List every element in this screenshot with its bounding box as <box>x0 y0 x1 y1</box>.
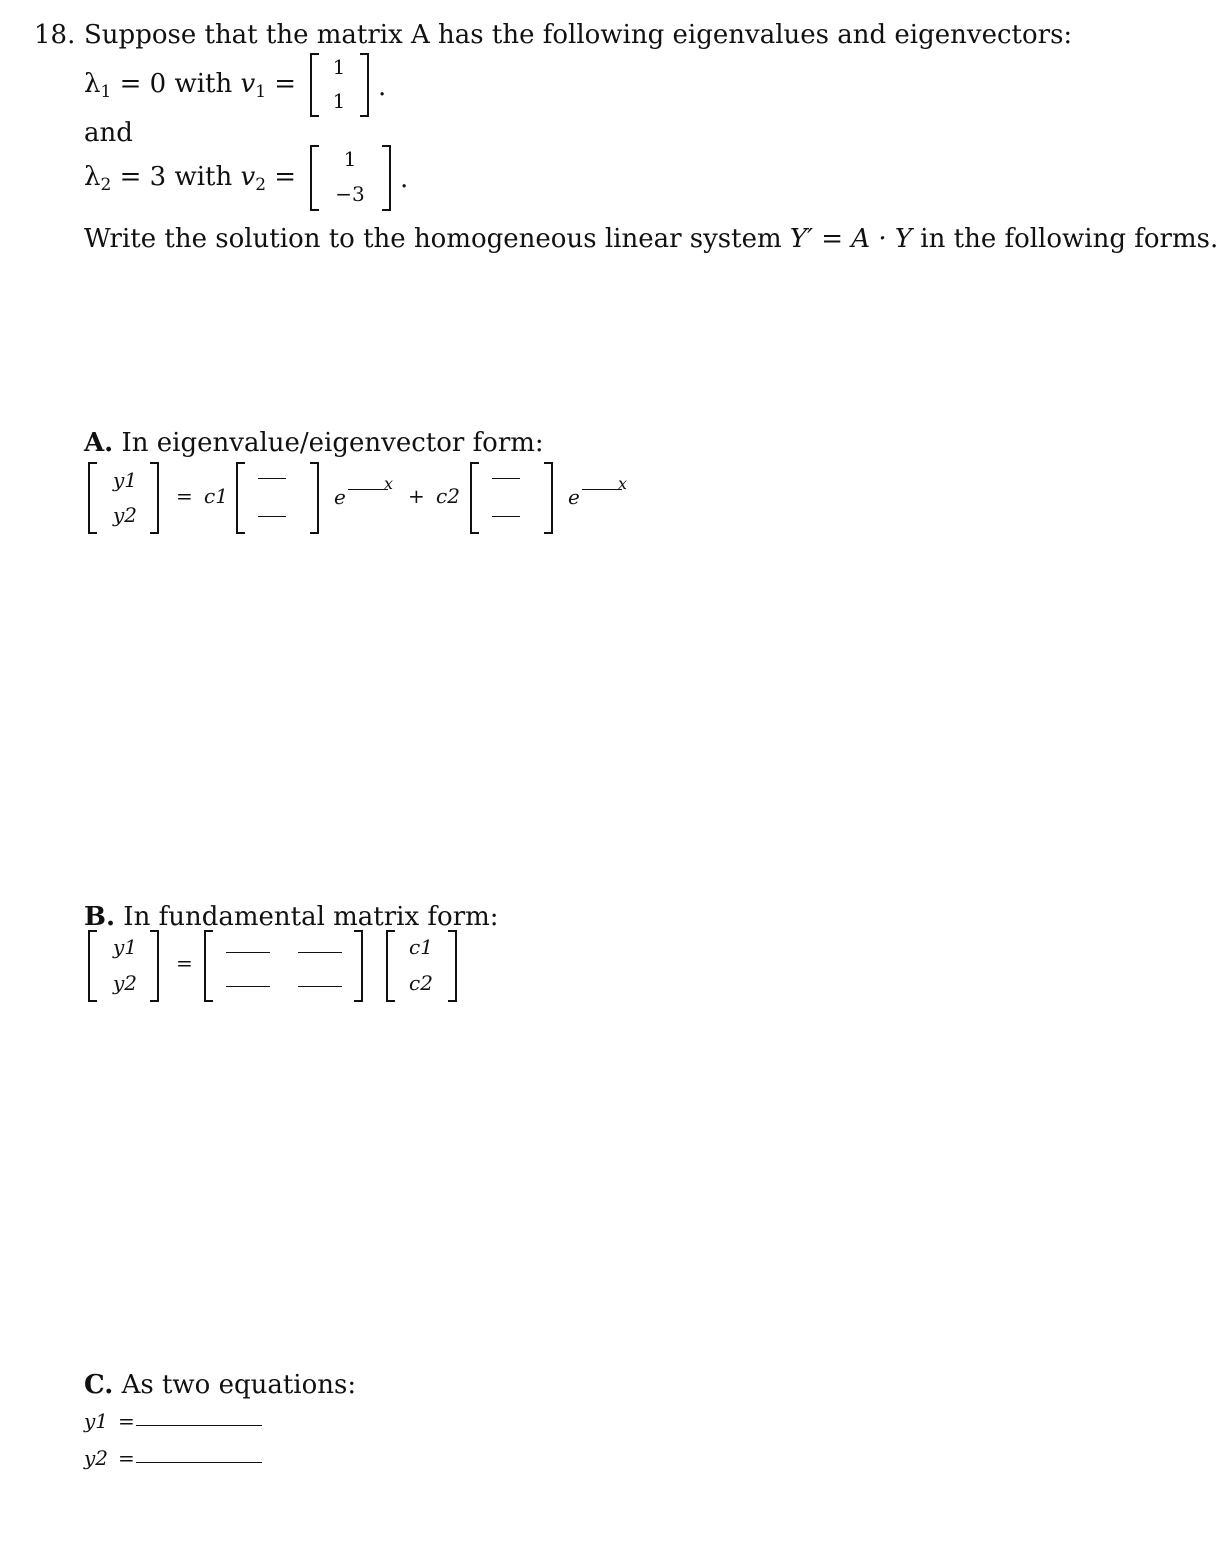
part-a-title: In eigenvalue/eigenvector form: <box>121 428 544 458</box>
with-word: with <box>174 162 233 192</box>
lambda-1-value: 0 <box>149 69 167 99</box>
lambda-1-index: 1 <box>100 82 112 102</box>
instruction-equation: Y′ = A · Y <box>789 224 913 254</box>
part-b-label: B. <box>84 902 116 932</box>
v1-entry-2: 1 <box>332 89 346 113</box>
v1-symbol: v <box>240 69 256 99</box>
v2-symbol: v <box>240 162 256 192</box>
a-exp1-var: x <box>384 474 394 493</box>
with-word: with <box>174 69 233 99</box>
a-equals: = <box>176 484 193 508</box>
a-vec1-blank-2[interactable] <box>258 516 286 517</box>
part-c-title: As two equations: <box>121 1370 357 1400</box>
b-matrix-blank-11[interactable] <box>226 952 270 953</box>
b-y1: y1 <box>112 935 138 959</box>
part-c-heading <box>84 1370 356 1400</box>
a-vec2-blank-2[interactable] <box>492 516 520 517</box>
a-vec1-left-bracket <box>236 462 245 534</box>
part-b-heading <box>84 902 499 932</box>
period: . <box>378 72 387 102</box>
v1-left-bracket <box>310 53 319 117</box>
part-b-title: In fundamental matrix form: <box>123 902 499 932</box>
a-vec1-blank-1[interactable] <box>258 478 286 479</box>
a-vec1-right-bracket <box>310 462 319 534</box>
lambda-1-symbol: λ <box>84 69 101 99</box>
v2-index: 2 <box>255 175 267 195</box>
instruction-pre: Write the solution to the homogeneous linear system <box>84 224 782 254</box>
instruction <box>84 224 1218 254</box>
instruction-post: in the following forms. <box>920 224 1219 254</box>
b-y-left-bracket <box>88 930 97 1002</box>
and-connector: and <box>84 118 133 148</box>
problem-intro: Suppose that the matrix A has the following eigenvalues and eigenvectors: <box>84 20 1073 50</box>
c-eq2-equals: = <box>118 1446 135 1470</box>
a-exp2-base: e <box>568 485 580 509</box>
a-vec2-right-bracket <box>544 462 553 534</box>
part-a-label: A. <box>84 428 114 458</box>
a-exp2-var: x <box>618 474 628 493</box>
lambda-2-symbol: λ <box>84 162 101 192</box>
a-plus: + <box>408 484 425 508</box>
eigenpair-2: $\lambda_2 = 3$ with $v_2$ = <box>84 162 297 195</box>
b-c-right-bracket <box>448 930 457 1002</box>
v2-entry-1: 1 <box>343 147 357 171</box>
eigenpair-1: $\lambda_1 = 0$ with $v_1$ = <box>84 69 297 102</box>
b-matrix-blank-21[interactable] <box>226 986 270 987</box>
a-y-left-bracket <box>88 462 97 534</box>
v2-right-bracket <box>382 145 391 211</box>
b-matrix-right-bracket <box>354 930 363 1002</box>
problem-number: 18. <box>34 20 76 50</box>
v1-entry-1: 1 <box>332 55 346 79</box>
b-c2: c2 <box>409 971 433 995</box>
a-y1: y1 <box>112 468 138 492</box>
a-y-right-bracket <box>150 462 159 534</box>
v1-right-bracket <box>360 53 369 117</box>
a-vec2-blank-1[interactable] <box>492 478 520 479</box>
v2-entry-2: −3 <box>335 182 365 206</box>
v1-index: 1 <box>255 82 267 102</box>
lambda-2-index: 2 <box>100 175 112 195</box>
c-eq2-answer-blank[interactable] <box>136 1462 262 1463</box>
a-exp1-base: e <box>334 485 346 509</box>
c-eq1-answer-blank[interactable] <box>136 1425 262 1426</box>
c-eq1-lhs: y1 <box>84 1409 109 1433</box>
c-eq2-lhs: y2 <box>84 1446 109 1470</box>
a-c1: c1 <box>204 484 228 508</box>
a-c2: c2 <box>436 484 460 508</box>
a-exp1-blank[interactable] <box>348 489 388 490</box>
b-y2: y2 <box>112 971 138 995</box>
period: . <box>400 164 409 194</box>
a-vec2-left-bracket <box>470 462 479 534</box>
b-c1: c1 <box>409 935 433 959</box>
a-exp2-blank[interactable] <box>582 489 622 490</box>
b-matrix-blank-22[interactable] <box>298 986 342 987</box>
b-equals: = <box>176 951 193 975</box>
v2-left-bracket <box>310 145 319 211</box>
b-c-left-bracket <box>386 930 395 1002</box>
c-eq1-equals: = <box>118 1409 135 1433</box>
lambda-2-value: 3 <box>149 162 167 192</box>
b-matrix-left-bracket <box>204 930 213 1002</box>
b-y-right-bracket <box>150 930 159 1002</box>
part-c-label: C. <box>84 1370 114 1400</box>
a-y2: y2 <box>112 503 138 527</box>
b-matrix-blank-12[interactable] <box>298 952 342 953</box>
part-a-heading <box>84 428 544 458</box>
